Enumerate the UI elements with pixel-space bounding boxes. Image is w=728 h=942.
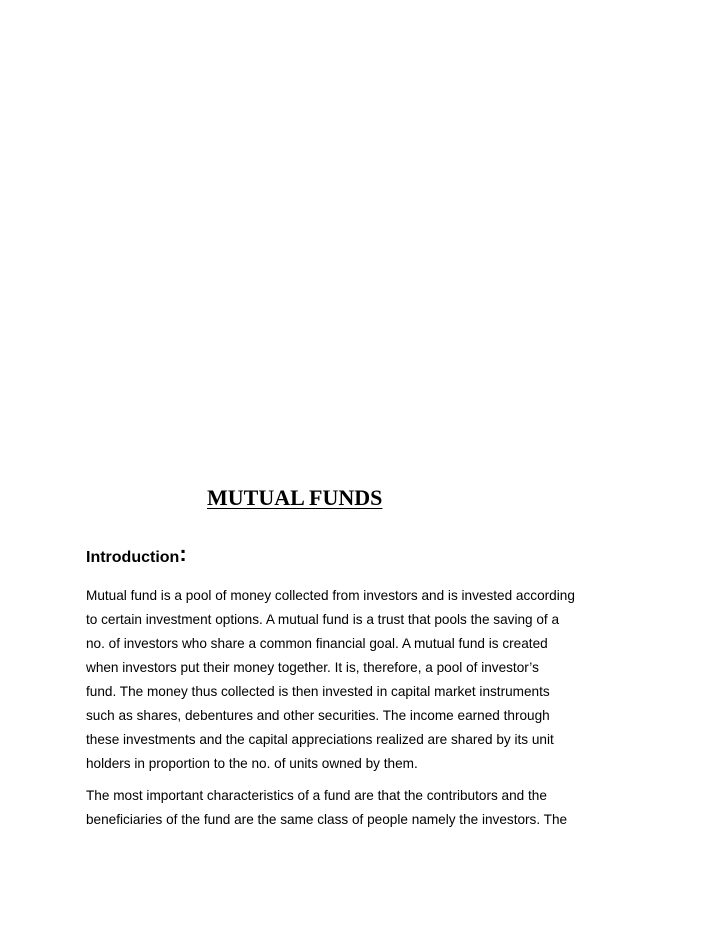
paragraph-line: to certain investment options. A mutual fund is a trust that pools the saving of a [86,612,560,627]
paragraph-line: such as shares, debentures and other securities. The income earned through [86,708,550,723]
paragraph-line: holders in proportion to the no. of units owned by them. [86,756,418,771]
paragraph-line: when investors put their money together. It is, therefore, a pool of investor’s [86,660,539,675]
page-title: MUTUAL FUNDS [207,485,383,510]
section-heading-introduction [86,540,187,572]
section-heading-label: Introduction [86,549,180,566]
paragraph-characteristics [86,784,666,832]
paragraph-line: no. of investors who share a common financial goal. A mutual fund is created [86,636,548,651]
paragraph-introduction [86,584,666,776]
paragraph-line: fund. The money thus collected is then invested in capital market instruments [86,684,550,699]
paragraph-line: Mutual fund is a pool of money collected from investors and is invested according [86,588,575,603]
paragraph-line: beneficiaries of the fund are the same class of people namely the investors. The [86,812,568,827]
paragraph-line: these investments and the capital appreciations realized are shared by its unit [86,732,554,747]
section-heading-colon: : [179,541,187,566]
paragraph-line: The most important characteristics of a fund are that the contributors and the [86,788,547,803]
